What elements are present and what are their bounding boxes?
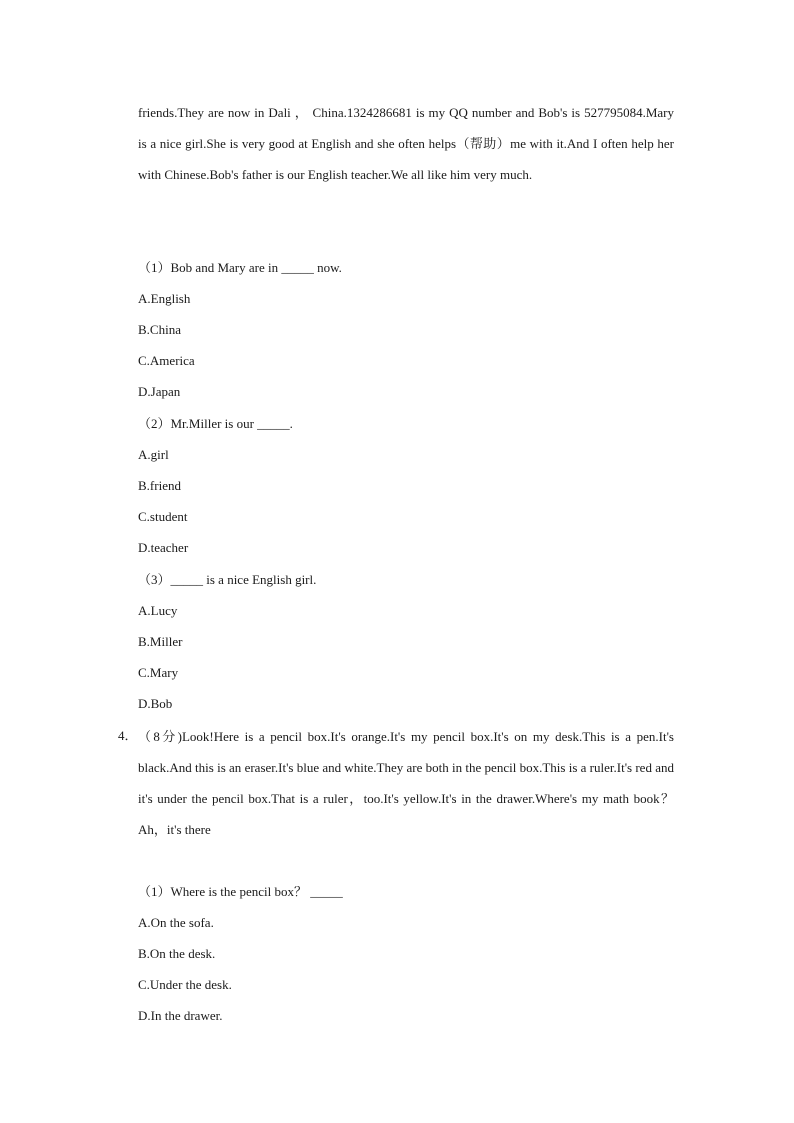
- question-3-3-option-d: D.Bob: [138, 696, 173, 711]
- question-3-2-option-d: D.teacher: [138, 540, 189, 555]
- question-4-1-option-b: B.On the desk.: [138, 946, 216, 961]
- question-4-1-stem: （1）Where is the pencil box？ _____: [138, 884, 343, 899]
- question-3-1-option-d: D.Japan: [138, 384, 181, 399]
- section-4-number: 4．: [118, 728, 138, 743]
- question-3-2-option-c: C.student: [138, 509, 188, 524]
- question-3-1-stem: （1）Bob and Mary are in _____ now.: [138, 260, 342, 275]
- question-4-1-option-d: D.In the drawer.: [138, 1008, 223, 1023]
- question-3-2-stem: （2）Mr.Miller is our _____.: [138, 416, 293, 431]
- question-3-1-option-a: A.English: [138, 291, 191, 306]
- question-3-1-option-c: C.America: [138, 353, 195, 368]
- question-3-2-option-a: A.girl: [138, 447, 169, 462]
- question-3-2-option-b: B.friend: [138, 478, 181, 493]
- question-4-1-option-c: C.Under the desk.: [138, 977, 232, 992]
- question-3-1-option-b: B.China: [138, 322, 181, 337]
- question-4-1-option-a: A.On the sofa.: [138, 915, 214, 930]
- passage-4-text: （8分)Look!Here is a pencil box.It's orange.It's my pencil box.It's on my desk.This is a pen.It's black.And this is an eraser.It's blue and white.They are both in the pencil box.This is a ruler.It's red and it's under the pencil box.That is a ruler，too.It's yellow.It's in the drawer.Where's my math book？Ah，it's there: [138, 729, 674, 837]
- passage-3-text: friends.They are now in Dali ， China.1324286681 is my QQ number and Bob's is 527795084.Mary is a nice girl.She is very good at English and she often helps（帮助）me with it.And I often help her with Chinese.Bob's father is our English teacher.We all like him very much.: [138, 105, 674, 182]
- question-3-3-option-a: A.Lucy: [138, 603, 178, 618]
- question-3-3-stem: （3）_____ is a nice English girl.: [138, 572, 317, 587]
- question-3-3-option-c: C.Mary: [138, 665, 179, 680]
- question-3-3-option-b: B.Miller: [138, 634, 183, 649]
